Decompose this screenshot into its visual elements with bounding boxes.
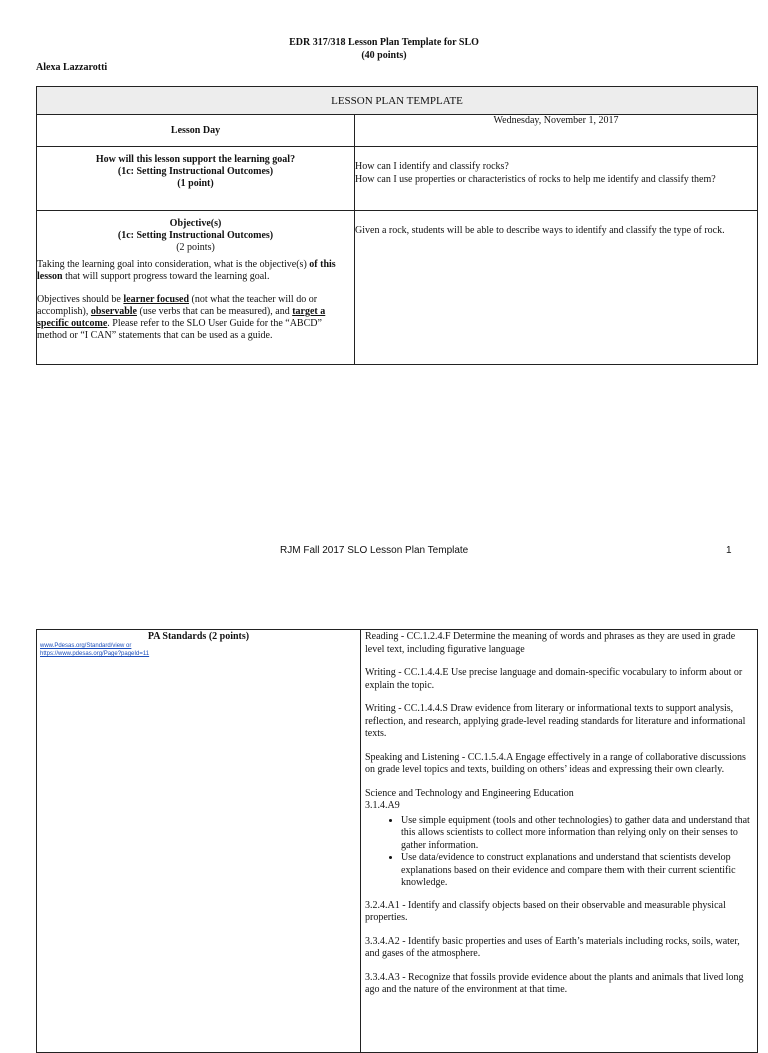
objective-label: Objective(s) [169,218,222,229]
goal-answer-2: How can I use properties or characteristics of rocks to help me identify and classify them? [355,173,716,185]
title-line-2: (40 points) [361,50,407,61]
lesson-day-value: Wednesday, November 1, 2017 [355,115,758,147]
pa-standards-label-cell [37,630,361,1053]
goal-question-cell [37,147,355,211]
goal-answer-1: How can I identify and classify rocks? [355,161,509,172]
standard-speaking: Speaking and Listening - CC.1.5.4.A Engage effectively in a range of collaborative discussions on grade level topics and texts, building on others’ ideas and expressing their own clearly. [365,751,746,775]
objective-answer: Given a rock, students will be able to describe ways to identify and classify the type of rock. [355,211,758,365]
science-bullet-2: • Use data/evidence to construct explanations and understand that scientists develop explanations based on their evidence and compare them with their current scientific knowledge. [401,852,753,890]
objective-standard: (1c: Setting Instructional Outcomes) [117,230,274,241]
document-title [0,36,768,62]
science-bullets [365,815,753,890]
author-name: Alexa Lazzarotti [36,62,108,73]
lesson-plan-table [36,86,758,365]
page-number: 1 [726,545,732,556]
goal-answer-cell [355,147,758,211]
lesson-day-label: Lesson Day [37,115,355,147]
page-footer: RJM Fall 2017 SLO Lesson Plan Template [280,545,469,556]
objective-instruction-1: Taking the learning goal into consideration, what is the objective(s) of this lesson that will support progress toward the learning goal. [37,259,336,282]
goal-standard: (1c: Setting Instructional Outcomes) [117,166,274,177]
standards-link-1[interactable]: www.Pdesas.org/Standard/view or [40,643,132,649]
standard-science-title: Science and Technology and Engineering Education [365,787,574,799]
objective-instruction-2: Objectives should be learner focused (not what the teacher will do or accomplish), observable (use verbs that can be measured), and target a specific outcome. Please refer to the SLO User Guide for the “ABCD” method or “I CAN” statements that can be used as a guide. [37,294,326,341]
standard-3-3-4-a3: 3.3.4.A3 - Recognize that fossils provide evidence about the plants and animals that lived long ago and the nature of the environment at that time. [365,971,744,995]
objective-points: (2 points) [176,242,215,253]
title-line-1: EDR 317/318 Lesson Plan Template for SLO [289,37,479,48]
standard-science-code: 3.1.4.A9 [365,800,400,811]
standard-writing-e: Writing - CC.1.4.4.E Use precise language and domain-specific vocabulary to inform about or explain the topic. [365,667,743,691]
goal-question: How will this lesson support the learning goal? [95,154,296,165]
objective-cell [37,211,355,365]
science-bullet-1: • Use simple equipment (tools and other technologies) to gather data and understand that this allows scientists to collect more information than relying only on their senses to gather information. [401,815,753,853]
pa-standards-content [361,630,758,1053]
pa-standards-label: PA Standards (2 points) [147,631,250,642]
table-heading: LESSON PLAN TEMPLATE [37,87,758,115]
standard-3-2-4-a1: 3.2.4.A1 - Identify and classify objects based on their observable and measurable physical properties. [365,899,726,923]
pa-standards-table [36,629,758,1053]
standard-reading: Reading - CC.1.2.4.F Determine the meaning of words and phrases as they are used in grade level text, including figurative language [365,631,736,655]
standard-writing-s: Writing - CC.1.4.4.S Draw evidence from literary or informational texts to support analysis, reflection, and research, applying grade-level reading standards for literature and informational texts. [365,703,746,739]
goal-points: (1 point) [177,178,214,189]
standards-link-2[interactable]: https://www.pdesas.org/Page?pageId=11 [40,651,150,657]
standard-3-3-4-a2: 3.3.4.A2 - Identify basic properties and uses of Earth’s materials including rocks, soils, water, and gases of the atmosphere. [365,935,740,959]
